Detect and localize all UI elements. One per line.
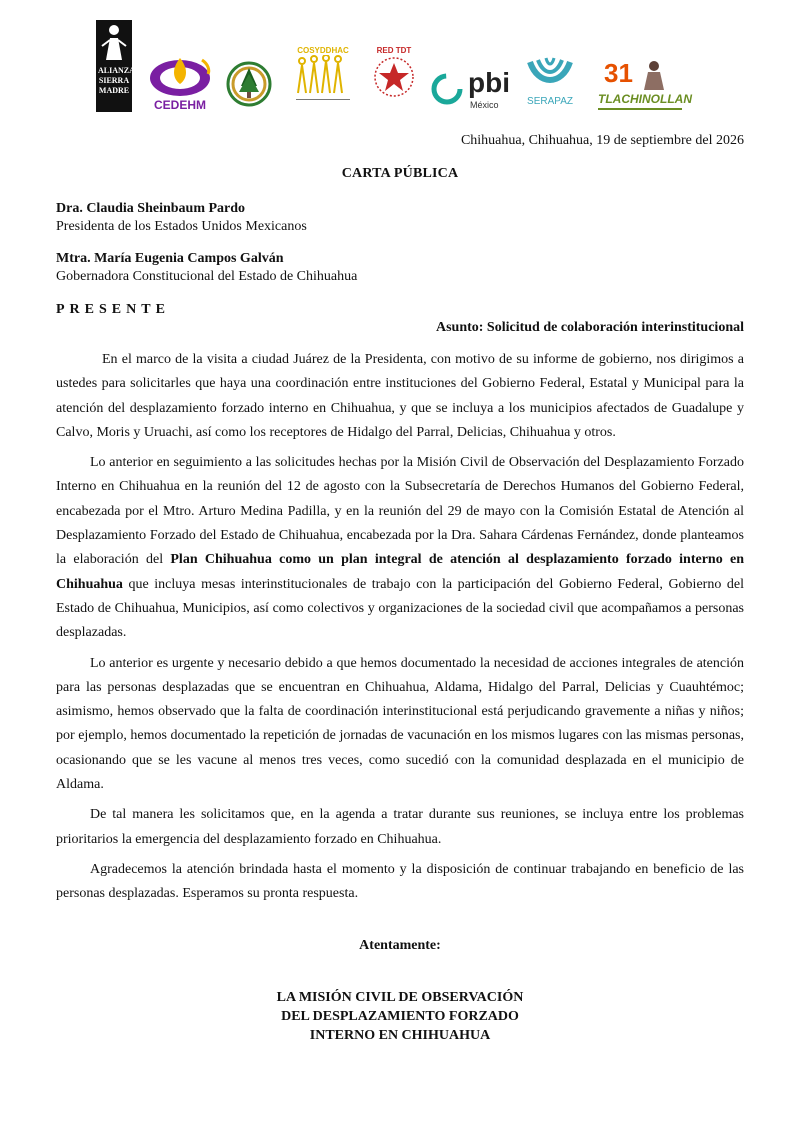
cedehm-logo-text: CEDEHM [153, 98, 206, 112]
plan-chihuahua-emphasis: Plan Chihuahua como un plan integral de atención al desplazamiento forzado interno en Chihuahua [56, 552, 744, 592]
paragraph-3: Lo anterior es urgente y necesario debido a que hemos documentado la necesidad de acciones integrales de atención para las personas desplazadas que se encuentran en Chihuahua, Aldama, Hidalgo del Parral, Delicias y Cuauhtémoc; asimismo, hemos observado que la falta de coordinación interinstitucional está perjudicando gravemente a niñas y niños; por ejemplo, hemos documentado la repetición de jornadas de vacunación en los mismos lugares con las mismas personas, ocasionando que se les vacune al menos tres veces, como sucedió con la comunidad desplazada en el municipio de Aldama. [56, 655, 744, 793]
signature-line-1: LA MISIÓN CIVIL DE OBSERVACIÓN [276, 990, 524, 1005]
serapaz-logo [522, 56, 578, 114]
paragraph-4: De tal manera les solicitamos que, en la agenda a tratar durante sus reuniones, se incluya entre los problemas prioritarios la emergencia del desplazamiento forzado en Chihuahua. [56, 807, 744, 847]
pbi-sub-text: México [470, 100, 499, 110]
recipient-name: Mtra. María Eugenia Campos Galván [56, 251, 284, 266]
pbi-logo-text: pbi [468, 67, 510, 98]
tree-seal-icon [226, 56, 272, 112]
recipient-role: Gobernadora Constitucional del Estado de Chihuahua [56, 269, 358, 284]
signature-line-2: DEL DESPLAZAMIENTO FORZADO [281, 1009, 519, 1024]
subject-line: Asunto: Solicitud de colaboración interinstitucional [435, 320, 744, 335]
tlachinollan-logo-text: TLACHINOLLAN [598, 92, 692, 106]
recipient-1 [56, 200, 307, 236]
signature-line-3: INTERNO EN CHIHUAHUA [309, 1028, 491, 1043]
person-figure-icon [638, 60, 672, 90]
tlachinollan-number: 31 [604, 58, 633, 88]
people-group-icon [290, 55, 356, 97]
serapaz-wave-icon [522, 56, 578, 96]
presente-label: PRESENTE [56, 302, 170, 317]
paragraph-2 [56, 451, 744, 645]
date-line: Chihuahua, Chihuahua, 19 de septiembre del 2026 [460, 133, 744, 148]
pbi-circle-icon [430, 72, 464, 106]
paragraph-1: En el marco de la visita a ciudad Juárez de la Presidenta, con motivo de su informe de gobierno, nos dirigimos a ustedes para solicitarles que haya una coordinación entre instituciones del Gobierno Federal, Estatal y Municipal para la atención del desplazamiento forzado interno en Chihuahua, y que se incluya a los municipios afectados de Guadalupe y Calvo, Moris y Uruachi, así como los receptores de Hidalgo del Parral, Delicias, Chihuahua y otros. [56, 352, 744, 440]
cedehm-emblem-icon [142, 54, 218, 98]
paragraph-2-part-b: que incluya mesas interinstitucionales de trabajo con la participación del Gobierno Federal, Gobierno del Estado de Chihuahua, Municipios, así como colectivos y organizaciones de la sociedad civil que acompañamos a personas desplazadas. [56, 576, 744, 641]
cosyddhac-logo-text: COSYDDHAC [297, 46, 349, 55]
alianza-sierra-madre-logo [96, 20, 135, 112]
figure-icon [96, 20, 132, 64]
paragraph-5: Agradecemos la atención brindada hasta el momento y la disposición de continuar trabajando en beneficio de las personas desplazadas. Esperamos su pronta respuesta. [56, 861, 744, 902]
paragraph-2-part-a: Lo anterior en seguimiento a las solicitudes hechas por la Misión Civil de Observación del Desplazamiento Forzado Interno en Chihuahua en la reunión del 12 de agosto con la Subsecretaría de Derechos Humanos del Gobierno Federal, encabezada por el Mtro. Arturo Medina Padilla, y en la reunión del 29 de mayo con la Comisión Estatal de Atención al Desplazamiento Forzado del Estado de Chihuahua, encabezada por la Dra. Sahara Cárdenas Fernández, donde planteamos la elaboración del [56, 455, 744, 568]
red-tdt-logo-text: RED TDT [376, 46, 412, 55]
tlachinollan-logo [598, 58, 692, 114]
signature-block [0, 988, 800, 1045]
recipient-name: Dra. Claudia Sheinbaum Pardo [56, 201, 246, 216]
cedehm-logo [142, 54, 218, 114]
cosyddhac-logo [290, 46, 356, 112]
tree-seal-logo [226, 56, 272, 112]
red-tdt-logo [366, 46, 422, 112]
pbi-logo [430, 68, 520, 114]
recipient-2 [56, 250, 357, 286]
red-tdt-star-icon [366, 55, 422, 99]
closing-salutation: Atentamente: [359, 938, 441, 953]
alianza-logo-text: ALIANZA SIERRA MADRE [98, 66, 135, 95]
recipient-role: Presidenta de los Estados Unidos Mexicanos [56, 219, 307, 234]
serapaz-logo-text: SERAPAZ [527, 96, 573, 107]
logo-strip [92, 16, 692, 116]
letter-title: CARTA PÚBLICA [341, 166, 459, 181]
letter-body [56, 348, 744, 913]
